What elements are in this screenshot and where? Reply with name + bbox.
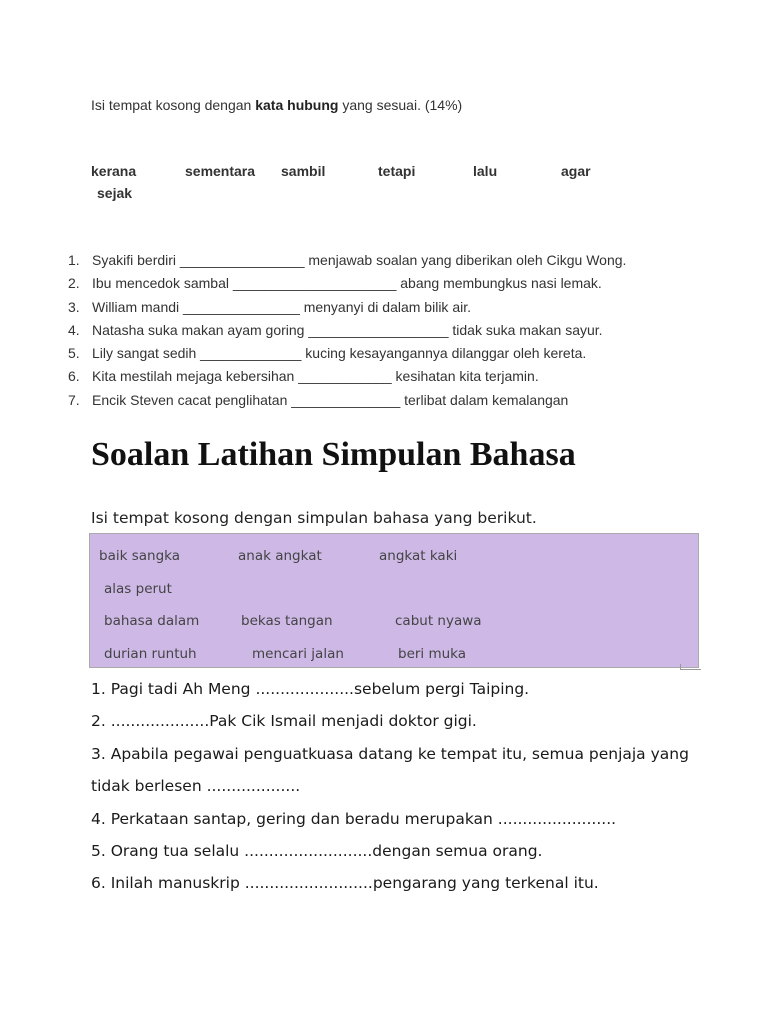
box-word: baik sangka [99, 548, 180, 564]
box-word: bekas tangan [241, 613, 333, 629]
instruction-text-pre: Isi tempat kosong dengan [91, 97, 256, 113]
word-option: tetapi [378, 163, 416, 179]
box-word: angkat kaki [379, 548, 458, 564]
box-word: anak angkat [238, 548, 322, 564]
box-word: beri muka [398, 646, 467, 662]
question-line: tidak berlesen ................... [91, 777, 301, 795]
question-text: Kita mestilah mejaga kebersihan ____________ kesihatan kita terjamin. [92, 368, 539, 385]
question-number: 3. [68, 298, 80, 315]
instruction-simpulan-bahasa: Isi tempat kosong dengan simpulan bahasa yang berikut. [91, 509, 537, 527]
question-text: Syakifi berdiri ________________ menjawab soalan yang diberikan oleh Cikgu Wong. [92, 252, 627, 268]
word-option: lalu [473, 163, 498, 179]
question-number: 6. [68, 368, 80, 385]
question-number: 1. [68, 252, 80, 268]
question-line: 4. Perkataan santap, gering dan beradu merupakan ........................ [91, 810, 617, 828]
question-item [68, 252, 626, 275]
question-item [68, 345, 626, 368]
question-text: Ibu mencedok sambal _____________________ abang membungkus nasi lemak. [92, 275, 602, 292]
instruction-text-bold: kata hubung [255, 97, 339, 113]
question-number: 7. [68, 391, 80, 408]
question-text: Encik Steven cacat penglihatan ______________ terlibat dalam kemalangan [92, 391, 569, 408]
question-number: 2. [68, 275, 80, 292]
word-option: sementara [185, 163, 256, 179]
box-word: bahasa dalam [104, 613, 200, 629]
question-item [68, 275, 626, 298]
section-title: Soalan Latihan Simpulan Bahasa [91, 436, 576, 473]
word-option: sejak [97, 185, 133, 201]
question-item [68, 322, 626, 345]
box-word: mencari jalan [252, 646, 344, 662]
word-box-edge [680, 664, 701, 670]
question-item [68, 368, 626, 391]
question-text: Natasha suka makan ayam goring __________________ tidak suka makan sayur. [92, 321, 603, 338]
question-list-kata-hubung [68, 252, 626, 415]
question-line: 3. Apabila pegawai penguatkuasa datang ke tempat itu, semua penjaja yang [91, 745, 689, 763]
question-number: 5. [68, 345, 80, 362]
word-option: sambil [281, 163, 326, 179]
question-line: 1. Pagi tadi Ah Meng ....................sebelum pergi Taiping. [91, 680, 530, 698]
instruction-kata-hubung [91, 97, 462, 113]
question-item [68, 299, 626, 322]
question-number: 4. [68, 321, 80, 338]
box-word: cabut nyawa [395, 613, 482, 629]
word-option: agar [561, 163, 591, 179]
word-option: kerana [91, 163, 137, 179]
question-line: 2. ....................Pak Cik Ismail menjadi doktor gigi. [91, 712, 477, 730]
instruction-text-post: yang sesuai. (14%) [338, 97, 463, 113]
question-item [68, 392, 626, 415]
question-line: 5. Orang tua selalu ..........................dengan semua orang. [91, 842, 543, 860]
question-text: William mandi _______________ menyanyi di dalam bilik air. [92, 298, 471, 315]
question-text: Lily sangat sedih _____________ kucing kesayangannya dilanggar oleh kereta. [92, 345, 587, 362]
box-word: alas perut [104, 581, 172, 597]
question-line: 6. Inilah manuskrip ..........................pengarang yang terkenal itu. [91, 874, 599, 892]
box-word: durian runtuh [104, 646, 197, 662]
